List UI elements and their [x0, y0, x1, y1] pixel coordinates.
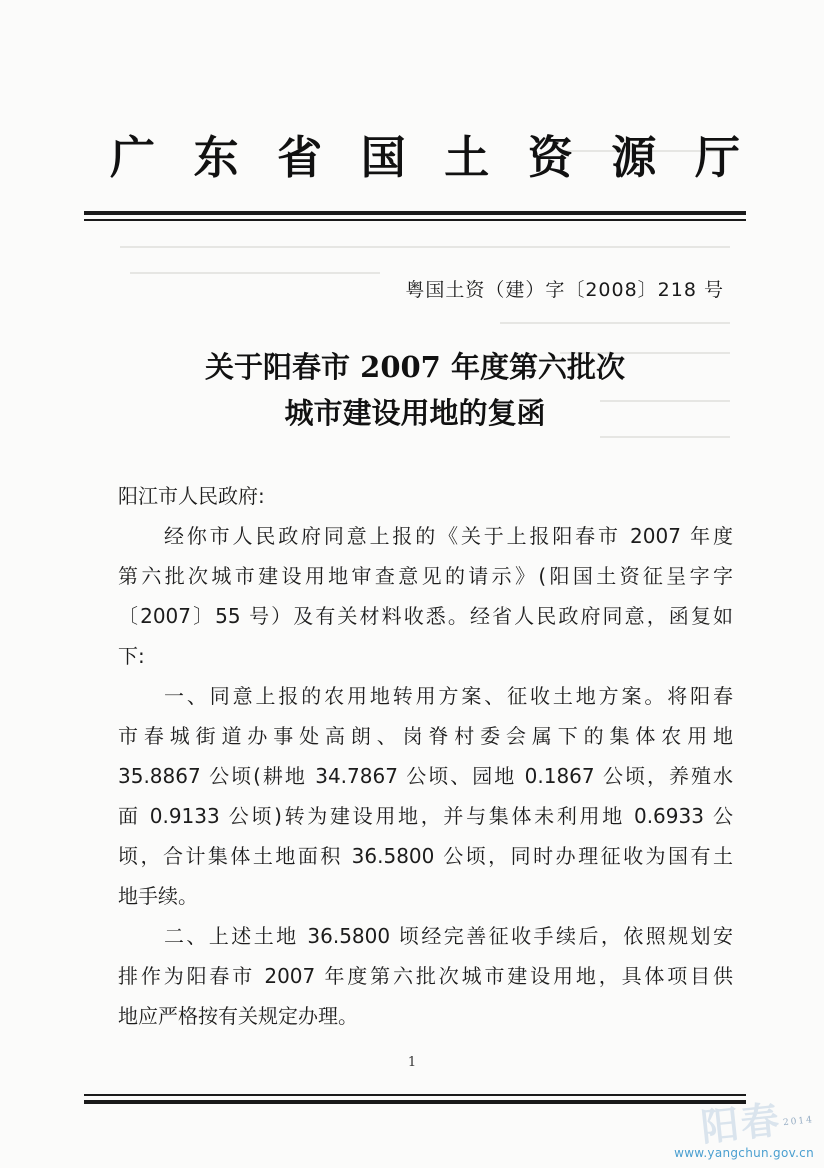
paragraph-2-line: 市春城街道办事处高朗、岗脊村委会属下的集体农用地 — [118, 724, 733, 748]
agency-char: 土 — [444, 131, 490, 184]
bleed-through-line — [600, 436, 730, 438]
salutation: 阳江市人民政府: — [118, 484, 265, 508]
agency-header — [110, 128, 740, 188]
paragraph-2-line: 一、同意上报的农用地转用方案、征收土地方案。将阳春 — [164, 684, 733, 708]
document-title — [84, 348, 746, 432]
bleed-through-line — [130, 272, 380, 274]
paragraph-3-line: 地应严格按有关规定办理。 — [118, 1004, 358, 1028]
paragraph-3-line: 排作为阳春市 2007 年度第六批次城市建设用地，具体项目供 — [118, 964, 733, 988]
paragraph-1-line: 经你市人民政府同意上报的《关于上报阳春市 2007 年度 — [164, 524, 733, 548]
site-watermark — [674, 1096, 815, 1161]
watermark-url: www.yangchun.gov.cn — [674, 1146, 814, 1160]
paragraph-2-line: 顷，合计集体土地面积 36.5800 公顷，同时办理征收为国有土 — [118, 844, 733, 868]
letter-body — [118, 480, 733, 1040]
paragraph-3-line: 二、上述土地 36.5800 顷经完善征收手续后，依照规划安 — [164, 924, 733, 948]
watermark-logo-sub: 2014 — [782, 1114, 815, 1128]
document-number: 粤国土资（建）字〔2008〕218 号 — [405, 279, 724, 301]
agency-char: 广 — [110, 131, 156, 184]
header-rule-thick — [84, 211, 746, 215]
agency-char: 资 — [527, 131, 573, 184]
agency-char: 国 — [360, 131, 406, 184]
agency-char: 厅 — [694, 131, 740, 184]
header-rule-thin — [84, 219, 746, 221]
agency-char: 东 — [193, 131, 239, 184]
footer-rule-thick — [84, 1100, 746, 1104]
paragraph-1-line: 第六批次城市建设用地审查意见的请示》(阳国土资征呈字字 — [118, 564, 733, 588]
title-line-1: 关于阳春市 2007 年度第六批次 — [205, 350, 625, 384]
agency-char: 省 — [277, 131, 323, 184]
paragraph-2-line: 面 0.9133 公顷)转为建设用地，并与集体未利用地 0.6933 公 — [118, 804, 733, 828]
footer-rule-thin — [84, 1094, 746, 1096]
paragraph-1-line: 〔2007〕55 号）及有关材料收悉。经省人民政府同意，函复如 — [118, 604, 733, 628]
paragraph-2-line: 地手续。 — [118, 884, 198, 908]
paragraph-1-line: 下: — [118, 644, 145, 668]
title-line-2: 城市建设用地的复函 — [284, 396, 546, 430]
page-number: 1 — [407, 1055, 417, 1070]
paragraph-2-line: 35.8867 公顷(耕地 34.7867 公顷、园地 0.1867 公顷，养殖水 — [118, 764, 733, 788]
bleed-through-line — [500, 322, 730, 324]
agency-char: 源 — [611, 131, 657, 184]
watermark-logo-text: 阳春 — [698, 1096, 784, 1150]
bleed-through-line — [120, 246, 730, 248]
watermark-logo — [699, 1097, 816, 1150]
